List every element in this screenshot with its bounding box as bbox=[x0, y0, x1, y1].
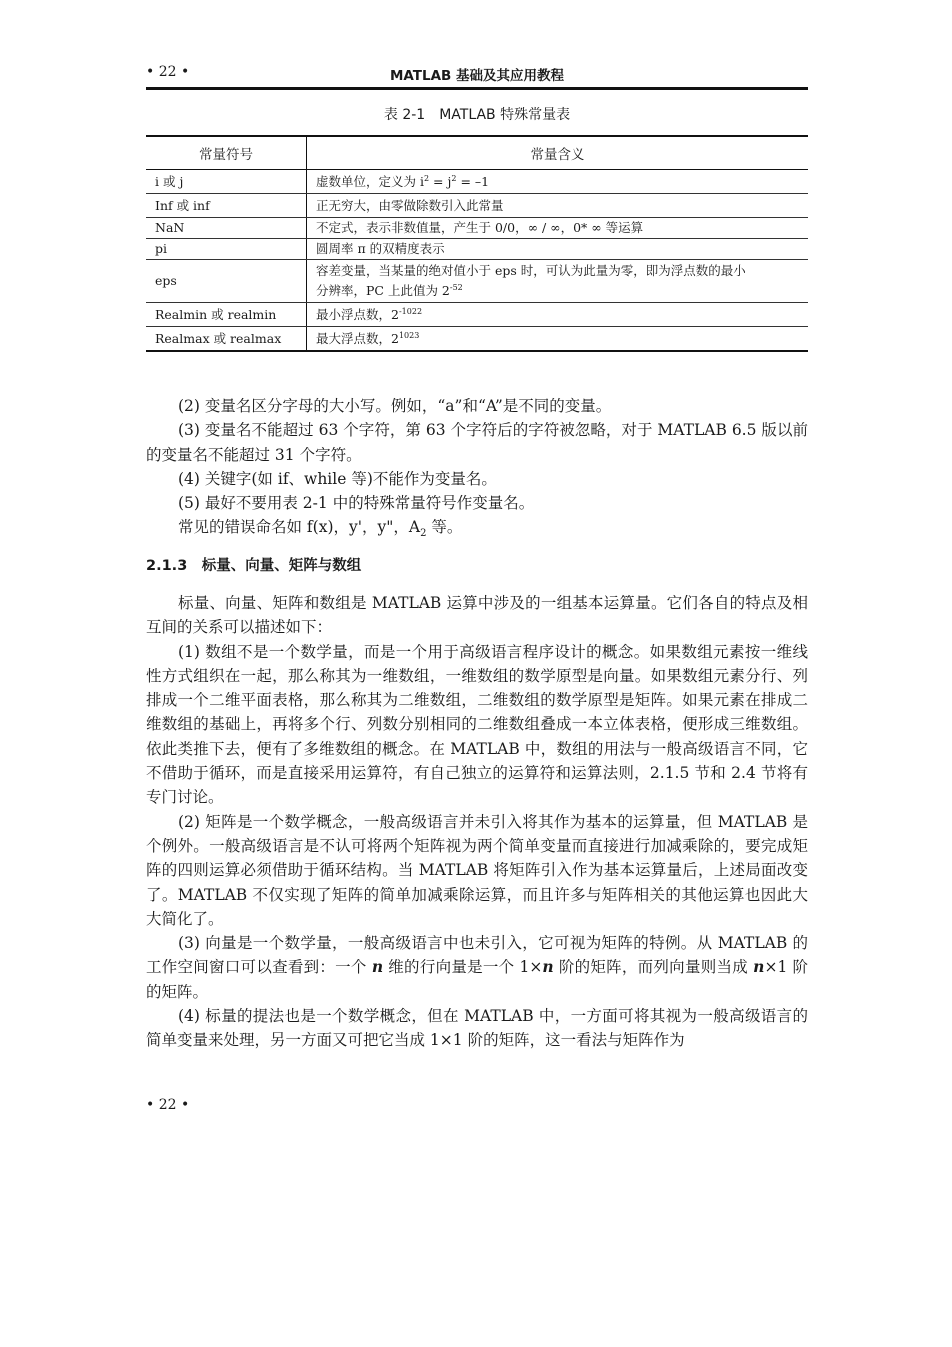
section-body bbox=[146, 591, 808, 1053]
table-row bbox=[146, 170, 808, 194]
cell-meaning-text: 容差变量，当某量的绝对值小于 eps 时，可认为此量为零，即为浮点数的最小 bbox=[316, 263, 746, 278]
cell-meaning-text: 最小浮点数，2 bbox=[316, 306, 399, 322]
cell-symbol: eps bbox=[146, 260, 307, 303]
examples-text: 等。 bbox=[426, 518, 463, 537]
rule-paragraph: (2) 变量名区分字母的大小写。例如，“a”和“A”是不同的变量。 bbox=[178, 397, 612, 415]
header-book-title: MATLAB 基础及其应用教程 bbox=[389, 68, 565, 84]
cell-symbol: i 或 j bbox=[146, 170, 307, 194]
cell-meaning bbox=[307, 170, 809, 194]
examples-text: 常见的错误命名如 f(x)，y'，y"，A bbox=[178, 518, 421, 537]
rule-paragraph: (5) 最好不要用表 2-1 中的特殊常量符号作变量名。 bbox=[178, 494, 535, 513]
table-row bbox=[146, 194, 808, 218]
superscript: 2 bbox=[423, 173, 430, 183]
table-row bbox=[146, 327, 808, 352]
math-variable: n bbox=[753, 957, 765, 977]
math-variable: n bbox=[542, 957, 554, 977]
body-text: (3) 向量是一个数学量，一般高级语言中也未引入，它可视为矩阵的特例。从 MATLAB 的工作空间窗口可以查看到：一个 bbox=[146, 934, 808, 977]
table-row bbox=[146, 260, 808, 303]
table-caption: 表 2-1 MATLAB 特殊常量表 bbox=[383, 107, 571, 123]
body-text: 维的行向量是一个 1× bbox=[383, 958, 543, 977]
cell-meaning-text: 虚数单位，定义为 i bbox=[316, 173, 424, 189]
cell-meaning-text: 最大浮点数，2 bbox=[316, 330, 399, 346]
cell-symbol: Realmax 或 realmax bbox=[146, 327, 307, 352]
subscript: 2 bbox=[420, 528, 427, 540]
cell-symbol: Inf 或 inf bbox=[146, 194, 307, 218]
body-text: ×1 阶的矩阵。 bbox=[146, 958, 808, 1001]
header-rule bbox=[146, 87, 808, 90]
superscript: -1022 bbox=[398, 306, 423, 316]
body-paragraph: (1) 数组不是一个数学量，而是一个用于高级语言程序设计的概念。如果数组元素按一维线性方式组织在一起，那么称其为一维数组，一维数组的数学原型是向量。如果数组元素分行、列排成一个二维平面表格，那么称其为二维数组，二维数组的数学原型是矩阵。如果元素在排成二维数组的基础上，再将多个行、列数分别相同的二维数组叠成一本立体表格，便形成三维数组。依此类推下去，便有了多维数组的概念。在 MATLAB 中，数组的用法与一般高级语言不同，它不借助于循环，而是直接采用运算符，有自己独立的运算符和运算法则，2.1.5 节和 2.4 节将有专门讨论。 bbox=[146, 642, 808, 807]
col-header-symbol: 常量符号 bbox=[146, 136, 307, 170]
table-row bbox=[146, 239, 808, 260]
section-heading: 2.1.3 标量、向量、矩阵与数组 bbox=[146, 558, 362, 574]
naming-rules bbox=[146, 394, 808, 547]
cell-meaning: 正无穷大，由零做除数引入此常量 bbox=[307, 194, 809, 218]
col-header-meaning: 常量含义 bbox=[307, 136, 809, 170]
running-header bbox=[146, 62, 808, 86]
math-variable: n bbox=[371, 957, 384, 977]
rule-paragraph: (4) 关键字(如 if、while 等)不能作为变量名。 bbox=[178, 469, 497, 488]
cell-symbol: NaN bbox=[146, 218, 307, 239]
table-row bbox=[146, 218, 808, 239]
table-row bbox=[146, 303, 808, 327]
cell-meaning bbox=[307, 260, 809, 303]
body-paragraph: (4) 标量的提法也是一个数学概念，但在 MATLAB 中，一方面可将其视为一般高级语言的简单变量来处理，另一方面又可把它当成 1×1 阶的矩阵，这一看法与矩阵作为 bbox=[146, 1007, 808, 1050]
superscript: 1023 bbox=[398, 330, 420, 340]
body-paragraph: 标量、向量、矩阵和数组是 MATLAB 运算中涉及的一组基本运算量。它们各自的特点及相互间的关系可以描述如下： bbox=[146, 594, 808, 637]
table-header-row bbox=[146, 136, 808, 170]
cell-meaning bbox=[307, 303, 809, 327]
cell-meaning-text: 分辨率，PC 上此值为 2 bbox=[316, 283, 450, 298]
cell-symbol: pi bbox=[146, 239, 307, 260]
cell-meaning bbox=[307, 327, 809, 352]
cell-meaning: 圆周率 π 的双精度表示 bbox=[307, 239, 809, 260]
cell-meaning-text: = –1 bbox=[456, 173, 490, 189]
body-paragraph: (2) 矩阵是一个数学概念，一般高级语言并未引入将其作为基本的运算量，但 MATLAB 是个例外。一般高级语言是不认可将两个矩阵视为两个简单变量而直接进行加减乘除的，要完成矩阵的四则运算必须借助于循环结构。当 MATLAB 将矩阵引入作为基本运算量后，上述局面改变了。MATLAB 不仅实现了矩阵的简单加减乘除运算，而且许多与矩阵相关的其他运算也因此大大简化了。 bbox=[146, 812, 808, 928]
constants-table bbox=[146, 135, 808, 352]
body-paragraph bbox=[146, 931, 808, 1004]
cell-meaning-text: = j bbox=[429, 173, 452, 189]
footer-page-number: • 22 • bbox=[146, 1097, 190, 1113]
cell-symbol: Realmin 或 realmin bbox=[146, 303, 307, 327]
cell-meaning: 不定式，表示非数值量，产生于 0/0，∞ / ∞，0* ∞ 等运算 bbox=[307, 218, 809, 239]
superscript: 2 bbox=[451, 173, 457, 183]
rule-paragraph: (3) 变量名不能超过 63 个字符，第 63 个字符后的字符被忽略，对于 MATLAB 6.5 版以前的变量名不能超过 31 个字符。 bbox=[146, 421, 808, 464]
header-page-number: • 22 • bbox=[146, 64, 190, 80]
superscript: -52 bbox=[449, 283, 463, 292]
examples-paragraph bbox=[146, 515, 808, 546]
body-text: 阶的矩阵，而列向量则当成 bbox=[553, 958, 754, 977]
